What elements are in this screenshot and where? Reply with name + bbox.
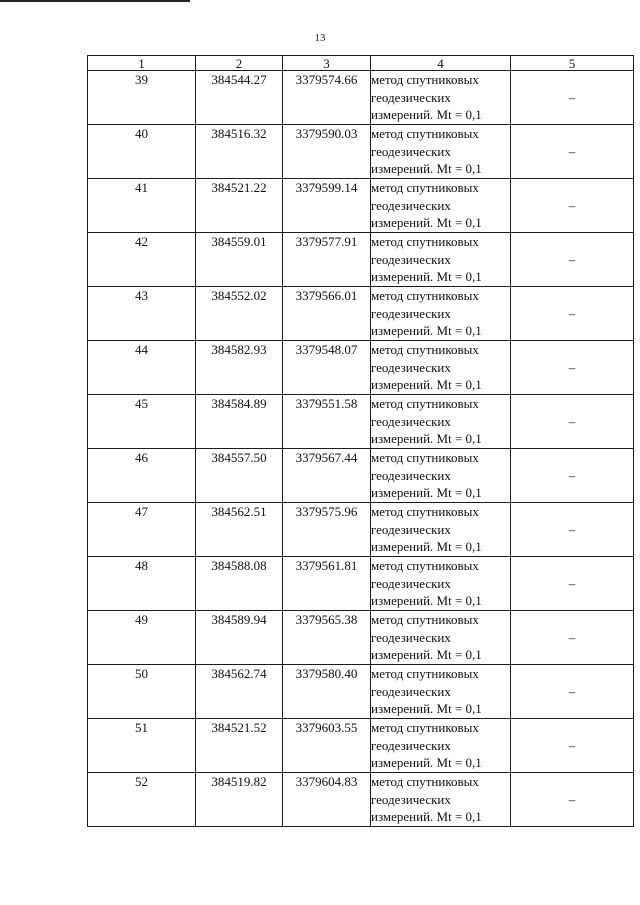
point-number-cell: 42 [88,233,196,287]
note-cell: – [511,287,634,341]
method-line: измерений. Mt = 0,1 [371,485,482,500]
method-line: измерений. Mt = 0,1 [371,701,482,716]
method-line: геодезических [371,737,451,753]
table-row [88,341,634,395]
method-cell [371,179,511,233]
method-line: измерений. Mt = 0,1 [371,809,482,824]
y-coordinate-cell: 3379567.44 [283,449,371,503]
note-cell: – [511,233,634,287]
column-header: 2 [196,56,283,71]
point-number-cell: 52 [88,773,196,827]
table-row [88,287,634,341]
x-coordinate-cell: 384588.08 [196,557,283,611]
x-coordinate-cell: 384589.94 [196,611,283,665]
table-row [88,719,634,773]
method-cell [371,773,511,827]
point-number-cell: 46 [88,449,196,503]
note-cell: – [511,665,634,719]
x-coordinate-cell: 384557.50 [196,449,283,503]
point-number-cell: 40 [88,125,196,179]
y-coordinate-cell: 3379574.66 [283,71,371,125]
method-cell [371,611,511,665]
note-cell: – [511,503,634,557]
y-coordinate-cell: 3379561.81 [283,557,371,611]
method-line: метод спутниковых [371,180,479,195]
note-cell: – [511,395,634,449]
method-line: измерений. Mt = 0,1 [371,377,482,392]
method-line: метод спутниковых [371,126,479,141]
y-coordinate-cell: 3379565.38 [283,611,371,665]
method-line: метод спутниковых [371,558,479,573]
method-line: геодезических [371,467,451,483]
x-coordinate-cell: 384521.52 [196,719,283,773]
method-line: геодезических [371,305,451,321]
note-cell: – [511,449,634,503]
table-row [88,557,634,611]
method-line: геодезических [371,359,451,375]
y-coordinate-cell: 3379580.40 [283,665,371,719]
table-body [88,71,634,827]
point-number-cell: 47 [88,503,196,557]
table-row [88,125,634,179]
method-line: измерений. Mt = 0,1 [371,593,482,608]
header-rule [0,0,190,2]
method-cell [371,503,511,557]
method-line: геодезических [371,251,451,267]
method-line: измерений. Mt = 0,1 [371,647,482,662]
x-coordinate-cell: 384582.93 [196,341,283,395]
note-cell: – [511,179,634,233]
method-line: измерений. Mt = 0,1 [371,215,482,230]
method-line: измерений. Mt = 0,1 [371,269,482,284]
note-cell: – [511,557,634,611]
method-cell [371,125,511,179]
y-coordinate-cell: 3379551.58 [283,395,371,449]
method-line: измерений. Mt = 0,1 [371,161,482,176]
method-line: геодезических [371,197,451,213]
note-cell: – [511,719,634,773]
method-line: геодезических [371,683,451,699]
x-coordinate-cell: 384584.89 [196,395,283,449]
y-coordinate-cell: 3379590.03 [283,125,371,179]
point-number-cell: 41 [88,179,196,233]
column-header: 5 [511,56,634,71]
table-row [88,179,634,233]
method-line: метод спутниковых [371,612,479,627]
y-coordinate-cell: 3379575.96 [283,503,371,557]
x-coordinate-cell: 384521.22 [196,179,283,233]
point-number-cell: 51 [88,719,196,773]
method-line: геодезических [371,89,451,105]
method-line: метод спутниковых [371,342,479,357]
method-line: метод спутниковых [371,774,479,789]
x-coordinate-cell: 384519.82 [196,773,283,827]
method-line: геодезических [371,629,451,645]
table-row [88,71,634,125]
table-row [88,233,634,287]
table-row [88,773,634,827]
point-number-cell: 50 [88,665,196,719]
point-number-cell: 44 [88,341,196,395]
method-line: геодезических [371,791,451,807]
point-number-cell: 49 [88,611,196,665]
table-row [88,611,634,665]
method-line: метод спутниковых [371,666,479,681]
x-coordinate-cell: 384559.01 [196,233,283,287]
table-row [88,503,634,557]
column-header: 4 [371,56,511,71]
x-coordinate-cell: 384544.27 [196,71,283,125]
point-number-cell: 45 [88,395,196,449]
note-cell: – [511,611,634,665]
method-line: геодезических [371,521,451,537]
point-number-cell: 43 [88,287,196,341]
method-line: геодезических [371,575,451,591]
method-line: метод спутниковых [371,234,479,249]
column-header: 3 [283,56,371,71]
method-line: измерений. Mt = 0,1 [371,323,482,338]
method-line: метод спутниковых [371,720,479,735]
y-coordinate-cell: 3379603.55 [283,719,371,773]
method-cell [371,395,511,449]
method-line: геодезических [371,143,451,159]
method-cell [371,719,511,773]
page-number: 13 [314,32,326,44]
y-coordinate-cell: 3379548.07 [283,341,371,395]
table-row [88,449,634,503]
method-line: измерений. Mt = 0,1 [371,755,482,770]
x-coordinate-cell: 384562.74 [196,665,283,719]
y-coordinate-cell: 3379577.91 [283,233,371,287]
method-line: метод спутниковых [371,288,479,303]
method-line: измерений. Mt = 0,1 [371,431,482,446]
method-cell [371,71,511,125]
table-row [88,665,634,719]
method-line: измерений. Mt = 0,1 [371,107,482,122]
table-row [88,395,634,449]
method-line: метод спутниковых [371,396,479,411]
x-coordinate-cell: 384552.02 [196,287,283,341]
y-coordinate-cell: 3379604.83 [283,773,371,827]
method-cell [371,233,511,287]
y-coordinate-cell: 3379599.14 [283,179,371,233]
note-cell: – [511,341,634,395]
method-cell [371,665,511,719]
x-coordinate-cell: 384562.51 [196,503,283,557]
method-cell [371,287,511,341]
method-cell [371,557,511,611]
point-number-cell: 48 [88,557,196,611]
table-header-row [88,56,634,71]
coordinates-table [87,55,634,827]
method-line: метод спутниковых [371,450,479,465]
method-line: геодезических [371,413,451,429]
method-cell [371,449,511,503]
point-number-cell: 39 [88,71,196,125]
method-cell [371,341,511,395]
note-cell: – [511,773,634,827]
method-line: метод спутниковых [371,72,479,87]
x-coordinate-cell: 384516.32 [196,125,283,179]
column-header: 1 [88,56,196,71]
note-cell: – [511,71,634,125]
note-cell: – [511,125,634,179]
method-line: метод спутниковых [371,504,479,519]
y-coordinate-cell: 3379566.01 [283,287,371,341]
method-line: измерений. Mt = 0,1 [371,539,482,554]
